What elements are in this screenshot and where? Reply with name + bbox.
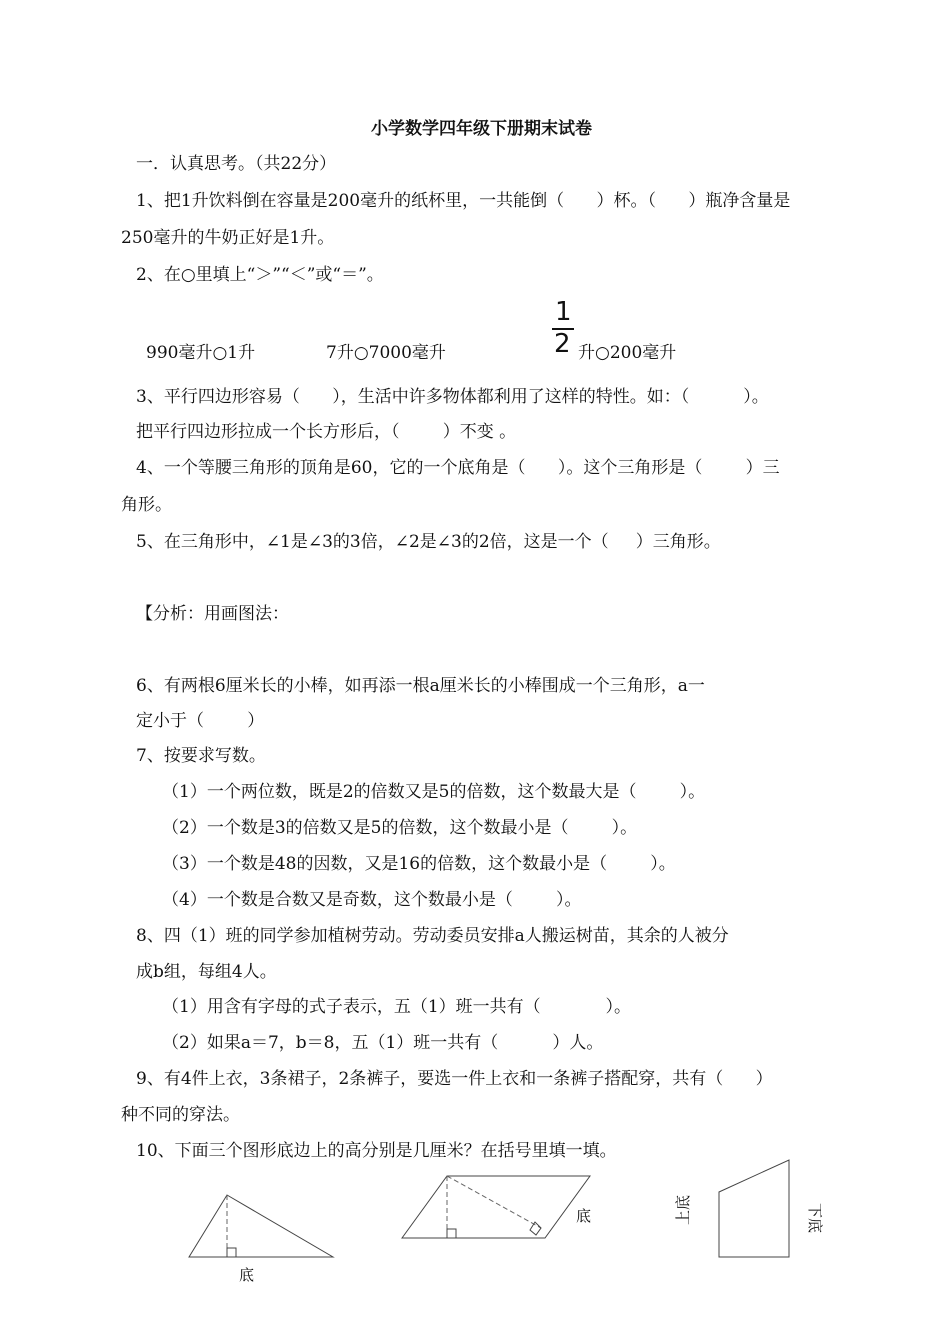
question-3-line-2: 把平行四边形拉成一个长方形后，（ ）不变 。 [136,422,517,442]
question-2-item-b: 7升○7000毫升 [326,343,446,363]
question-7-sub-2: （2）一个数是3的倍数又是5的倍数，这个数最小是（ ）。 [162,818,638,838]
question-1-line-2: 250毫升的牛奶正好是1升。 [121,228,335,248]
question-6-line-2: 定小于（ ） [136,711,265,731]
question-7-sub-4: （4）一个数是合数又是奇数，这个数最小是（ ）。 [162,890,582,910]
question-7-sub-1: （1）一个两位数，既是2的倍数又是5的倍数，这个数最大是（ ）。 [162,782,706,802]
question-8-line-1: 8、四（1）班的同学参加植树劳动。劳动委员安排a人搬运树苗，其余的人被分 [136,926,729,946]
fraction-denominator: 2 [554,329,571,359]
question-4-line-1: 4、一个等腰三角形的顶角是60，它的一个底角是（ ）。这个三角形是（ ）三 [136,458,780,478]
trapezoid-top-label: 上底 [674,1194,692,1226]
question-2-item-a: 990毫升○1升 [146,343,256,363]
triangle-base-label: 底 [239,1266,255,1284]
fraction-numerator: 1 [555,297,572,327]
question-8-line-2: 成b组，每组4人。 [136,962,277,982]
analysis-note: 【分析：用画图法： [136,604,289,624]
question-7-line-1: 7、按要求写数。 [136,746,266,766]
page-title: 小学数学四年级下册期末试卷 [371,119,592,139]
question-2-line-1: 2、在○里填上“＞”“＜”或“＝”。 [136,265,384,285]
question-8-sub-1: （1）用含有字母的式子表示，五（1）班一共有（ ）。 [162,997,631,1017]
question-1-line-1: 1、把1升饮料倒在容量是200毫升的纸杯里，一共能倒（ ）杯。（ ）瓶净含量是 [136,191,791,211]
parallelogram-figure [402,1176,591,1238]
question-9-line-1: 9、有4件上衣，3条裙子，2条裤子，要选一件上衣和一条裤子搭配穿，共有（ ） [136,1069,773,1089]
trapezoid-bottom-label: 下底 [806,1202,824,1234]
section-heading: 一．认真思考。（共22分） [136,154,337,174]
question-7-sub-3: （3）一个数是48的因数，又是16的倍数，这个数最小是（ ）。 [162,854,676,874]
question-6-line-1: 6、有两根6厘米长的小棒，如再添一根a厘米长的小棒围成一个三角形，a一 [136,676,705,696]
question-3-line-1: 3、平行四边形容易（ ），生活中许多物体都利用了这样的特性。如：（ ）。 [136,387,769,407]
question-2-item-c: 升○200毫升 [578,343,677,363]
question-10-line-1: 10、下面三个图形底边上的高分别是几厘米？在括号里填一填。 [136,1141,617,1161]
question-8-sub-2: （2）如果a＝7，b＝8，五（1）班一共有（ ）人。 [162,1033,604,1053]
trapezoid-figure [674,1160,824,1257]
parallelogram-base-label: 底 [576,1207,592,1225]
question-4-line-2: 角形。 [121,495,172,515]
question-9-line-2: 种不同的穿法。 [121,1105,240,1125]
triangle-figure [189,1195,333,1284]
question-5-line-1: 5、在三角形中，∠1是∠3的3倍，∠2是∠3的2倍，这是一个（ ）三角形。 [136,532,721,552]
